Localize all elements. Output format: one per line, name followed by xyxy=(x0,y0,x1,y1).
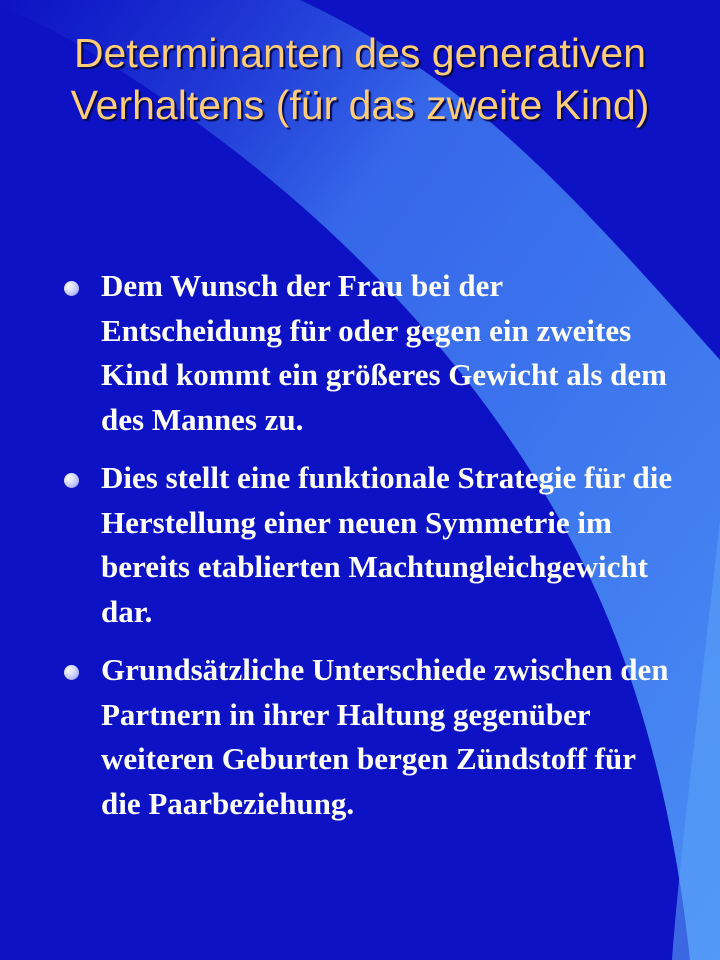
bullet-dot-icon xyxy=(64,665,79,680)
bullet-item xyxy=(62,648,682,826)
bullet-list xyxy=(62,264,682,840)
bullet-dot-icon xyxy=(64,473,79,488)
bullet-text: Dem Wunsch der Frau bei der Entscheidung für oder gegen ein zweites Kind kommt ein größeres Gewicht als dem des Mannes zu. xyxy=(101,268,668,437)
bullet-text: Grundsätzliche Unterschiede zwischen den Partnern in ihrer Haltung gegenüber weiteren Geburten bergen Zündstoff für die Paarbeziehung. xyxy=(101,652,669,821)
bullet-item xyxy=(62,456,682,634)
slide-title: Determinanten des generativen Verhaltens (für das zweite Kind) xyxy=(70,30,650,128)
bullet-item xyxy=(62,264,682,442)
bullet-dot-icon xyxy=(64,281,79,296)
bullet-text: Dies stellt eine funktionale Strategie für die Herstellung einer neuen Symmetrie im bereits etablierten Machtungleichgewicht dar. xyxy=(101,460,673,629)
